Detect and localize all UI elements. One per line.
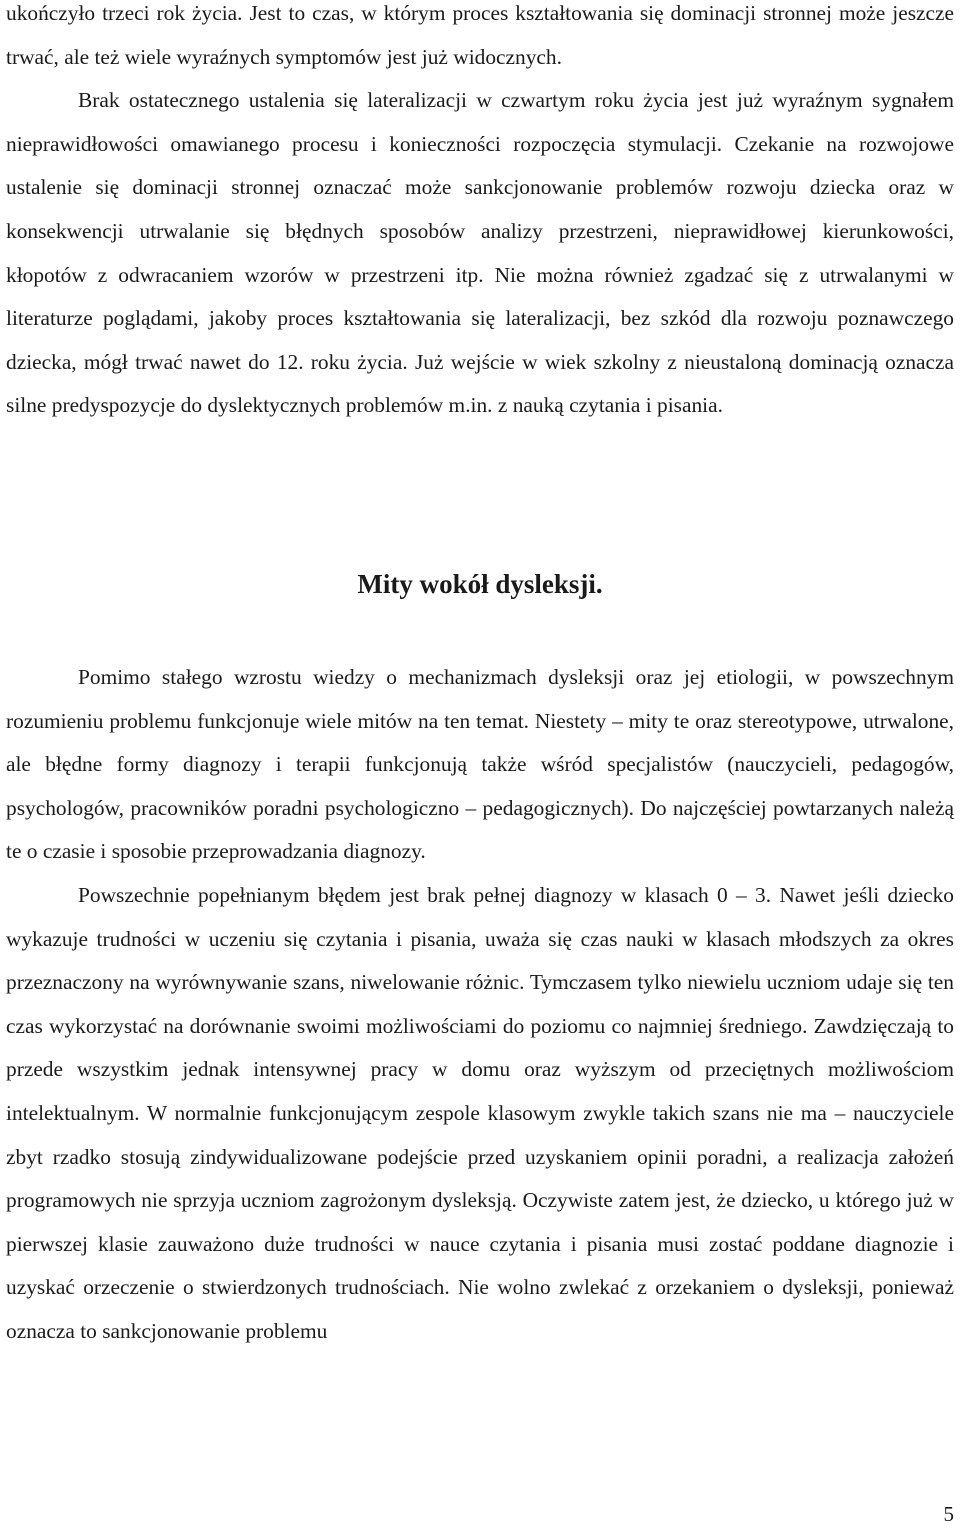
continuation-paragraph: ukończyło trzeci rok życia. Jest to czas, w którym proces kształtowania się dominacji stronnej może jeszcze trwać, ale też wiele wyraźnych symptomów jest już widocznych.	[6, 1, 954, 69]
section-heading: Mity wokół dysleksji.	[357, 569, 603, 599]
page-number: 5	[943, 1502, 954, 1526]
bottom-text-section	[6, 656, 954, 1354]
diagnosis-paragraph: Powszechnie popełnianym błędem jest brak pełnej diagnozy w klasach 0 – 3. Nawet jeśli dziecko wykazuje trudności w uczeniu się czytania i pisania, uważa się czas nauki w klasach młodszych za okres przeznaczony na wyrównywanie szans, niwelowanie różnic. Tymczasem tylko niewielu uczniom udaje się ten czas wykorzystać na dorównanie swoimi możliwościami do poziomu co najmniej średniego. Zawdzięczają to przede wszystkim jednak intensywnej pracy w domu oraz wyższym od przeciętnych możliwościom intelektualnym. W normalnie funkcjonującym zespole klasowym zwykle takich szans nie ma – nauczyciele zbyt rzadko stosują zindywidualizowane podejście przed uzyskaniem opinii poradni, a realizacja założeń programowych nie sprzyja uczniom zagrożonym dysleksją. Oczywiste zatem jest, że dziecko, u którego już w pierwszej klasie zauważono duże trudności w nauce czytania i pisania musi zostać poddane diagnozie i uzyskać orzeczenie o stwierdzonych trudnościach. Nie wolno zwlekać z orzekaniem o dysleksji, ponieważ oznacza to sankcjonowanie problemu	[6, 882, 954, 1343]
top-text-section	[6, 0, 954, 428]
myths-paragraph: Pomimo stałego wzrostu wiedzy o mechanizmach dysleksji oraz jej etiologii, w powszechnym rozumieniu problemu funkcjonuje wiele mitów na ten temat. Niestety – mity te oraz stereotypowe, utrwalone, ale błędne formy diagnozy i terapii funkcjonują także wśród specjalistów (nauczycieli, pedagogów, psychologów, pracowników poradni psychologiczno – pedagogicznych). Do najczęściej powtarzanych należą te o czasie i sposobie przeprowadzania diagnozy.	[6, 665, 954, 864]
lateralization-paragraph: Brak ostatecznego ustalenia się lateralizacji w czwartym roku życia jest już wyraźnym sygnałem nieprawidłowości omawianego procesu i konieczności rozpoczęcia stymulacji. Czekanie na rozwojowe ustalenie się dominacji stronnej oznaczać może sankcjonowanie problemów rozwoju dziecka oraz w konsekwencji utrwalanie się błędnych sposobów analizy przestrzeni, nieprawidłowej kierunkowości, kłopotów z odwracaniem wzorów w przestrzeni itp. Nie można również zgadzać się z utrwalanymi w literaturze poglądami, jakoby proces kształtowania się lateralizacji, bez szkód dla rozwoju poznawczego dziecka, mógł trwać nawet do 12. roku życia. Już wejście w wiek szkolny z nieustaloną dominacją oznacza silne predyspozycje do dyslektycznych problemów m.in. z nauką czytania i pisania.	[6, 88, 954, 418]
